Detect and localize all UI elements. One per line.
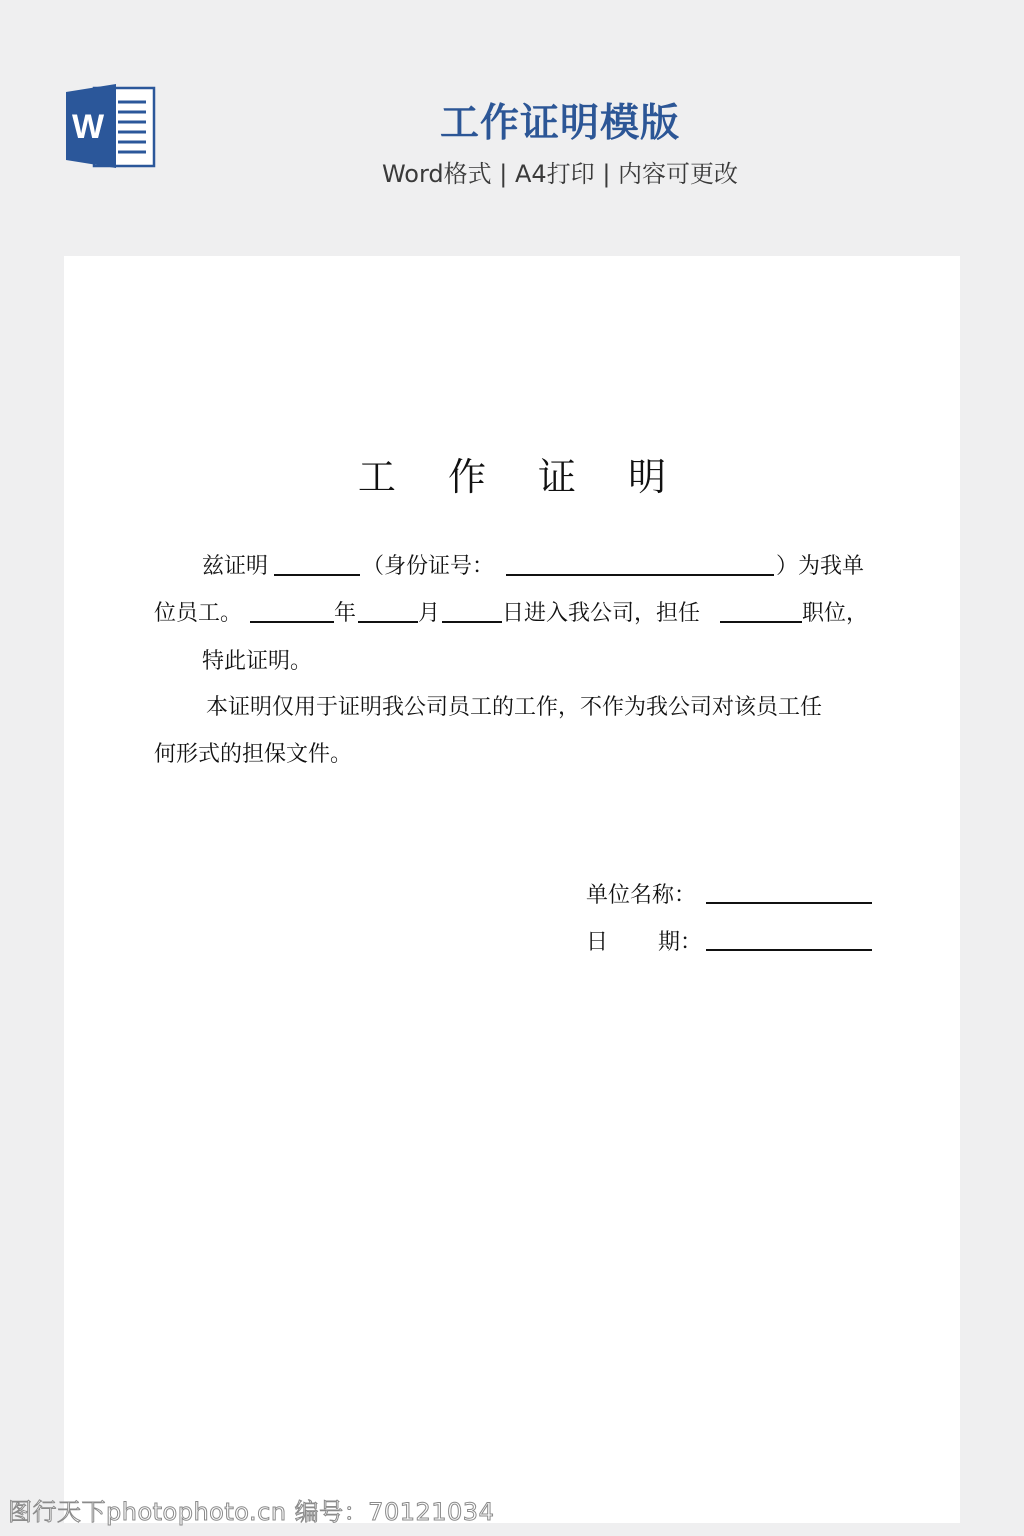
text-line2-b: 年 (334, 601, 357, 626)
page-subtitle: Word格式 | A4打印 | 内容可更改 (381, 160, 739, 188)
text-line2-a: 位员工。 (154, 601, 243, 626)
blank-id-number (506, 574, 774, 576)
text-line2-c: 月 (418, 601, 441, 626)
word-document-icon (64, 82, 156, 170)
blank-month (358, 621, 418, 623)
text-line5: 何形式的担保文件。 (154, 742, 353, 767)
blank-unit-name (706, 902, 872, 904)
date-label-2: 期： (658, 930, 703, 955)
text-line1-a: 兹证明 (202, 554, 269, 579)
unit-name-label: 单位名称： (586, 883, 697, 908)
word-icon-letter: W (71, 108, 105, 146)
text-line2-e: 职位， (802, 601, 869, 626)
blank-position (720, 621, 802, 623)
blank-name (274, 574, 360, 576)
text-line1-b: （身份证号： (362, 554, 495, 579)
text-line1-c: ）为我单 (776, 554, 865, 579)
document-title: 工 作 证 明 (357, 455, 687, 499)
text-line2-d: 日进入我公司，担任 (502, 601, 701, 626)
blank-date (706, 949, 872, 951)
blank-year (250, 621, 334, 623)
page-title: 工作证明模版 (439, 101, 680, 146)
watermark: 图行天下photophoto.cn 编号：70121034 (8, 1498, 495, 1526)
document-page (64, 256, 960, 1523)
date-label-1: 日 (586, 930, 609, 955)
blank-day (442, 621, 502, 623)
header (0, 0, 1024, 255)
text-line4: 本证明仅用于证明我公司员工的工作，不作为我公司对该员工任 (206, 695, 823, 720)
text-line3: 特此证明。 (202, 649, 313, 674)
